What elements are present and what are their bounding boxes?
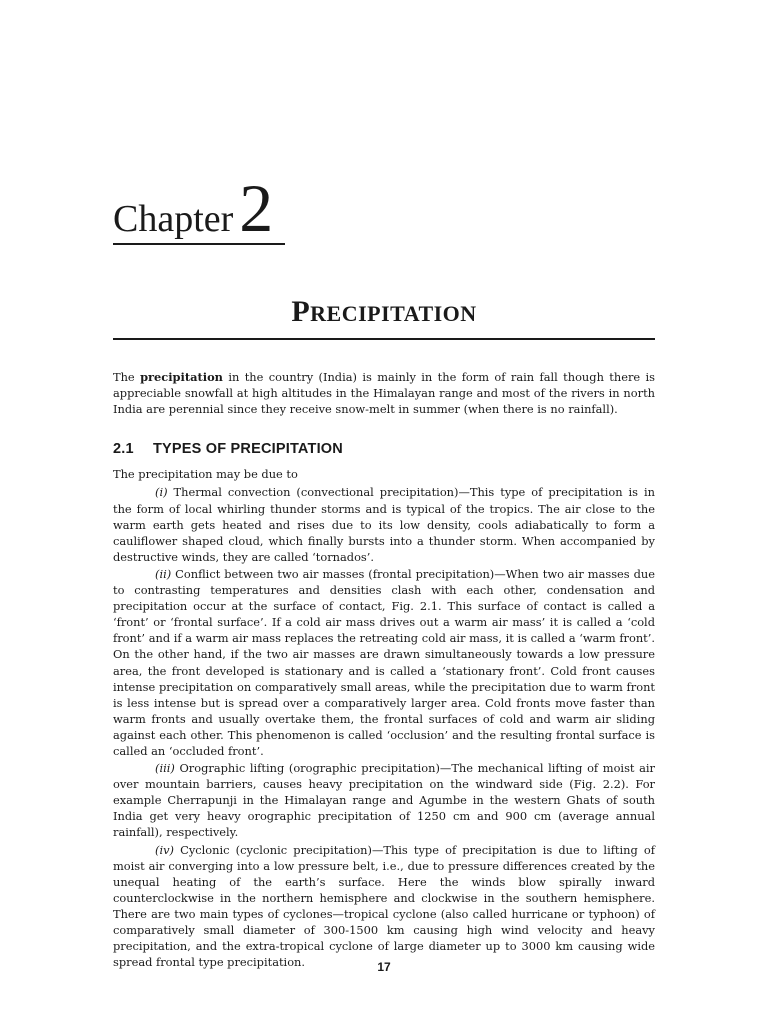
item-text: Thermal convection (convectional precipitation)—This type of precipitation is in the form of local whirling thunder storms and is typical of the tropics. The air close to the warm earth gets heated and rises due to its low density, cools adiabatically to form a cauliflower shaped cloud, which finally bursts into a thunder storm. When accompanied by destructive winds, they are called ‘tornados’. [113,485,655,564]
item-numeral: (iii) [155,761,175,776]
lead-sentence: The precipitation may be due to [113,467,298,482]
list-item [113,566,655,759]
chapter-title [113,294,655,340]
item-text: Cyclonic (cyclonic precipitation)—This type of precipitation is due to lifting of moist air converging into a low pressure belt, i.e., due to pressure differences created by the unequal heating of the earth’s surface. Here the winds blow spirally inward counterclockwise in the northern hemisphere and clockwise in the southern hemisphere. There are two main types of cyclones—tropical cyclone (also called hurricane or typhoon) of comparatively small diameter of 300-1500 km causing high wind velocity and heavy precipitation, and the extra-tropical cyclone of large diameter up to 3000 km causing wide spread frontal type precipitation. [113,842,655,970]
chapter-label: Chapter [113,198,234,240]
intro-after: in the country (India) is mainly in the form of rain fall though there is appreciable snowfall at high altitudes in the Himalayan range and most of the rivers in north India are perennial since they receive snow-melt in summer (when there is no rainfall). [113,370,656,417]
body-text [113,369,655,971]
section-number: 2.1 [113,441,134,458]
list-item [113,842,655,971]
page-number: 17 [377,960,391,974]
chapter-number: 2 [239,170,274,246]
intro-bold-term: precipitation [140,370,223,384]
chapter-title-initial: P [291,295,311,328]
item-text: Conflict between two air masses (frontal precipitation)—When two air masses due to contrasting temperatures and densities clash with each other, condensation and precipitation occur at the surface of contact, Fig. 2.1. This surface of contact is called a ‘front’ or ‘frontal surface’. If a cold air mass drives out a warm air mass’ it is called a ‘cold front’ and if a warm air mass replaces the retreating cold air mass, it is called a ‘warm front’. On the other hand, if the two air masses are drawn simultaneously towards a low pressure area, the front developed is stationary and is called a ‘stationary front’. Cold front causes intense precipitation on comparatively small areas, while the precipitation due to warm front is less intense but is spread over a comparatively larger area. Cold fronts move faster than warm fronts and usually overtake them, the frontal surfaces of cold and warm air sliding against each other. This phenomenon is called ‘occlusion’ and the resulting frontal surface is called an ‘occluded front’. [113,566,655,758]
item-numeral: (ii) [155,566,172,581]
item-text: Orographic lifting (orographic precipitation)—The mechanical lifting of moist air over mountain barriers, causes heavy precipitation on the windward side (Fig. 2.2). For example Cherrapunji in the Himalayan range and Agumbe in the western Ghats of south India get very heavy orographic precipitation of 1250 cm and 900 cm (average annual rainfall), respectively. [113,761,655,840]
list-item [113,760,655,840]
intro-paragraph [113,369,655,417]
chapter-title-text [291,295,477,328]
intro-before: The [113,370,141,384]
chapter-title-rest: RECIPITATION [310,301,477,326]
item-numeral: (iv) [155,842,174,857]
section-heading [113,441,655,457]
chapter-heading [113,170,285,246]
item-numeral: (i) [155,485,168,500]
list-item [113,484,655,564]
section-title: TYPES OF PRECIPITATION [153,441,343,458]
